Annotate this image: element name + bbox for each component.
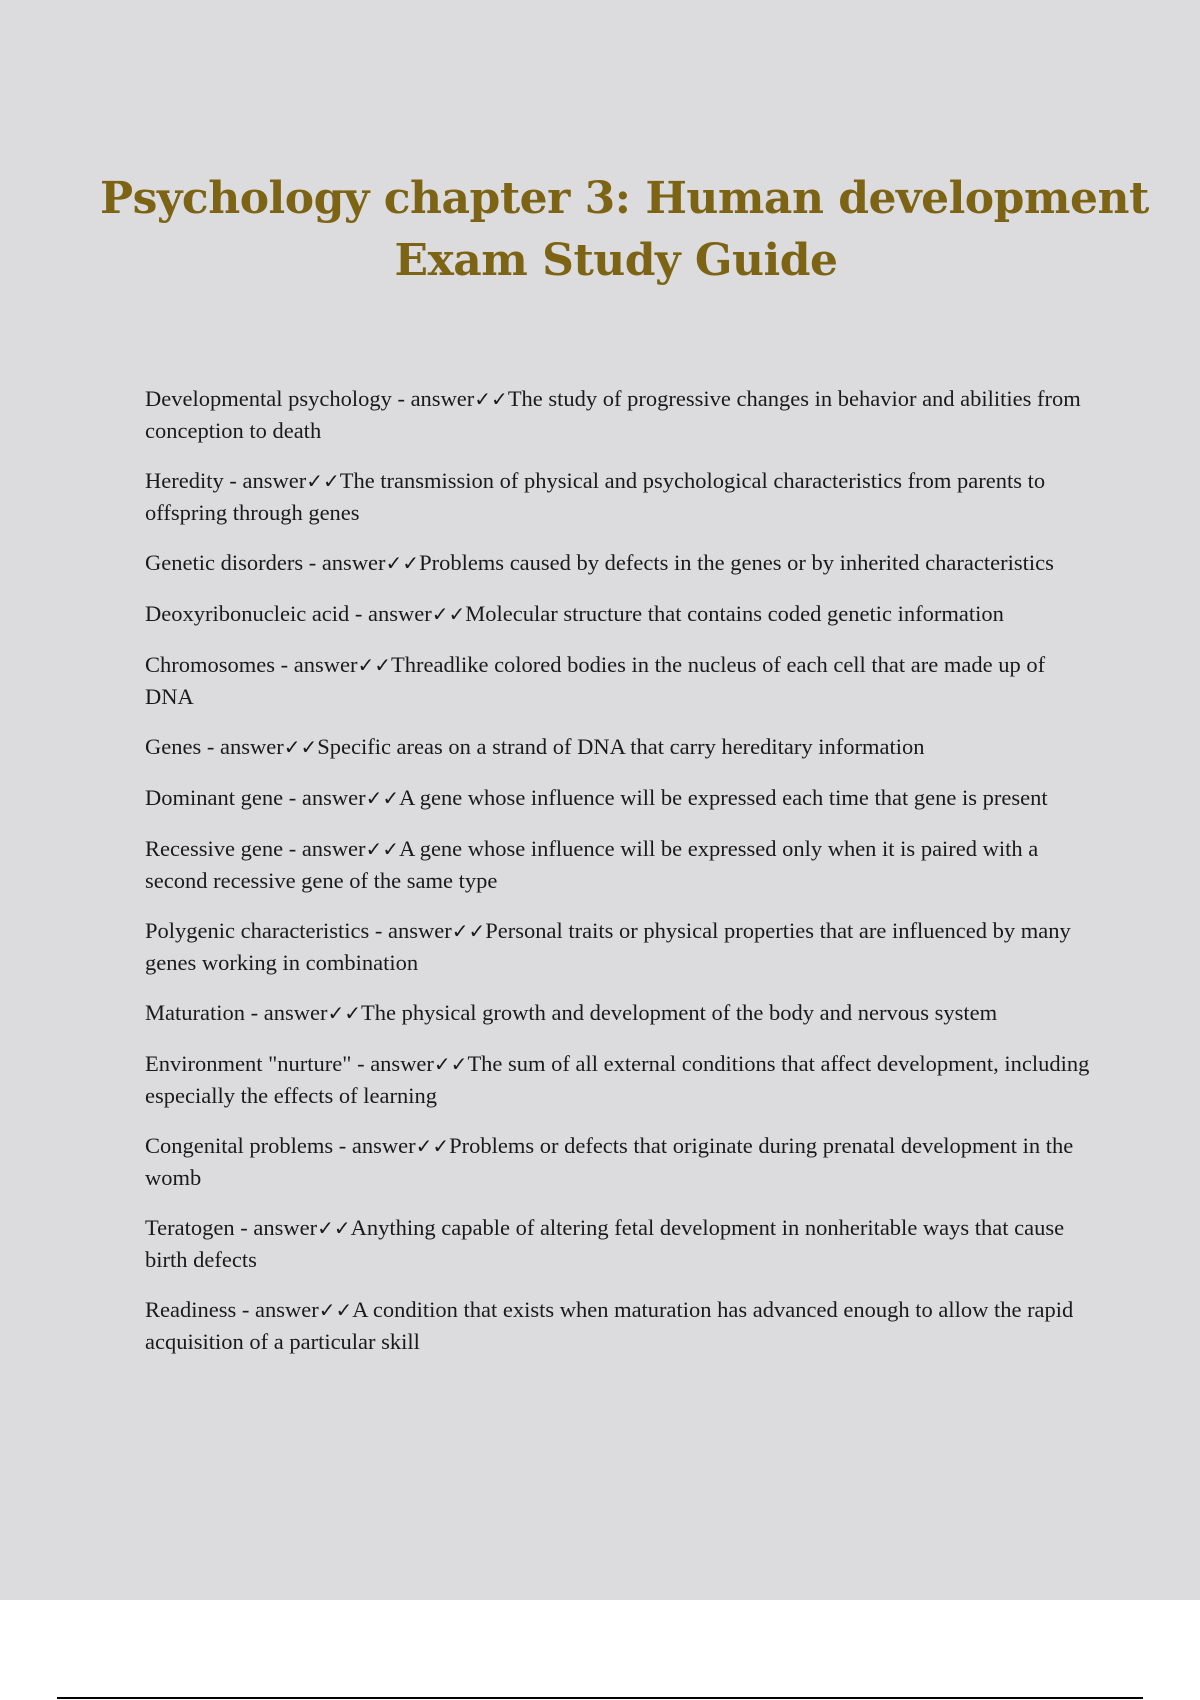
check-mark-icon: ✓✓ <box>431 602 466 626</box>
entry-term: Dominant gene <box>145 785 284 810</box>
entry-separator: - answer <box>369 918 452 943</box>
entry-separator: - answer <box>234 1215 318 1240</box>
entry-term: Teratogen <box>145 1215 235 1240</box>
entry-definition: Personal traits or physical properties that are influenced by many genes working in combination <box>145 918 1071 975</box>
entry-definition: The sum of all external conditions that affect development, including especially the effects of learning <box>145 1051 1090 1108</box>
entry-term: Heredity <box>145 468 224 493</box>
check-mark-icon: ✓✓ <box>385 551 420 575</box>
check-mark-icon: ✓✓ <box>433 1052 468 1076</box>
glossary-entry <box>145 547 1090 579</box>
entry-term: Polygenic characteristics <box>145 918 370 943</box>
entry-definition: Problems or defects that originate during prenatal development in the womb <box>145 1133 1074 1190</box>
entry-definition: Specific areas on a strand of DNA that carry hereditary information <box>317 734 925 759</box>
entry-term: Genes <box>145 734 202 759</box>
footer-divider <box>57 1697 1143 1699</box>
entry-separator: - answer <box>275 652 358 677</box>
entry-definition: Molecular structure that contains coded genetic information <box>465 601 1004 626</box>
check-mark-icon: ✓✓ <box>365 786 400 810</box>
entry-separator: - answer <box>236 1297 319 1322</box>
entry-definition: The transmission of physical and psychological characteristics from parents to offspring through genes <box>145 468 1046 525</box>
check-mark-icon: ✓✓ <box>306 469 340 493</box>
entry-term: Recessive gene <box>145 836 284 861</box>
entry-term: Readiness <box>145 1297 237 1322</box>
entry-term: Developmental psychology <box>145 386 392 411</box>
glossary-entry <box>145 833 1090 896</box>
check-mark-icon: ✓✓ <box>317 1216 351 1240</box>
check-mark-icon: ✓✓ <box>365 837 400 861</box>
glossary-entry <box>145 383 1090 446</box>
title-line-1: Psychology chapter 3: Human development <box>100 173 1149 224</box>
entry-term: Genetic disorders <box>145 550 304 575</box>
check-mark-icon: ✓✓ <box>474 387 508 411</box>
glossary-entry <box>145 915 1090 978</box>
check-mark-icon: ✓✓ <box>357 653 391 677</box>
entry-separator: - answer <box>349 601 432 626</box>
glossary-entry <box>145 997 1090 1029</box>
entry-definition: The study of progressive changes in behavior and abilities from conception to death <box>145 386 1081 443</box>
entry-separator: - answer <box>223 468 307 493</box>
entry-definition: A gene whose influence will be expressed each time that gene is present <box>399 785 1048 810</box>
entry-definition: A gene whose influence will be expressed only when it is paired with a second recessive gene of the same type <box>145 836 1039 893</box>
glossary-entry <box>145 598 1090 630</box>
entry-separator: - answer <box>351 1051 434 1076</box>
entry-definition: Problems caused by defects in the genes or by inherited characteristics <box>419 550 1054 575</box>
glossary-entry <box>145 731 1090 763</box>
entry-separator: - answer <box>201 734 284 759</box>
entry-separator: - answer <box>283 836 366 861</box>
check-mark-icon: ✓✓ <box>318 1298 353 1322</box>
entry-term: Maturation <box>145 1000 245 1025</box>
entry-separator: - answer <box>244 1000 328 1025</box>
glossary-list <box>145 383 1090 1376</box>
glossary-entry <box>145 1294 1090 1357</box>
glossary-entry <box>145 1130 1090 1193</box>
glossary-entry <box>145 1212 1090 1275</box>
title-line-2: Exam Study Guide <box>394 235 838 286</box>
page-title <box>100 168 1149 292</box>
entry-term: Environment "nurture" <box>145 1051 352 1076</box>
entry-definition: Anything capable of altering fetal development in nonheritable ways that cause birth defects <box>145 1215 1065 1272</box>
check-mark-icon: ✓✓ <box>327 1001 361 1025</box>
entry-term: Congenital problems <box>145 1133 334 1158</box>
entry-definition: The physical growth and development of the body and nervous system <box>360 1000 998 1025</box>
entry-separator: - answer <box>333 1133 416 1158</box>
check-mark-icon: ✓✓ <box>415 1134 450 1158</box>
check-mark-icon: ✓✓ <box>451 919 486 943</box>
entry-term: Deoxyribonucleic acid <box>145 601 350 626</box>
entry-separator: - answer <box>303 550 386 575</box>
entry-definition: Threadlike colored bodies in the nucleus of each cell that are made up of DNA <box>145 652 1046 709</box>
glossary-entry <box>145 649 1090 712</box>
check-mark-icon: ✓✓ <box>283 735 318 759</box>
entry-separator: - answer <box>283 785 366 810</box>
glossary-entry <box>145 1048 1090 1111</box>
entry-separator: - answer <box>391 386 475 411</box>
glossary-entry <box>145 782 1090 814</box>
glossary-entry <box>145 465 1090 528</box>
entry-definition: A condition that exists when maturation has advanced enough to allow the rapid acquisition of a particular skill <box>145 1297 1074 1354</box>
entry-term: Chromosomes <box>145 652 276 677</box>
